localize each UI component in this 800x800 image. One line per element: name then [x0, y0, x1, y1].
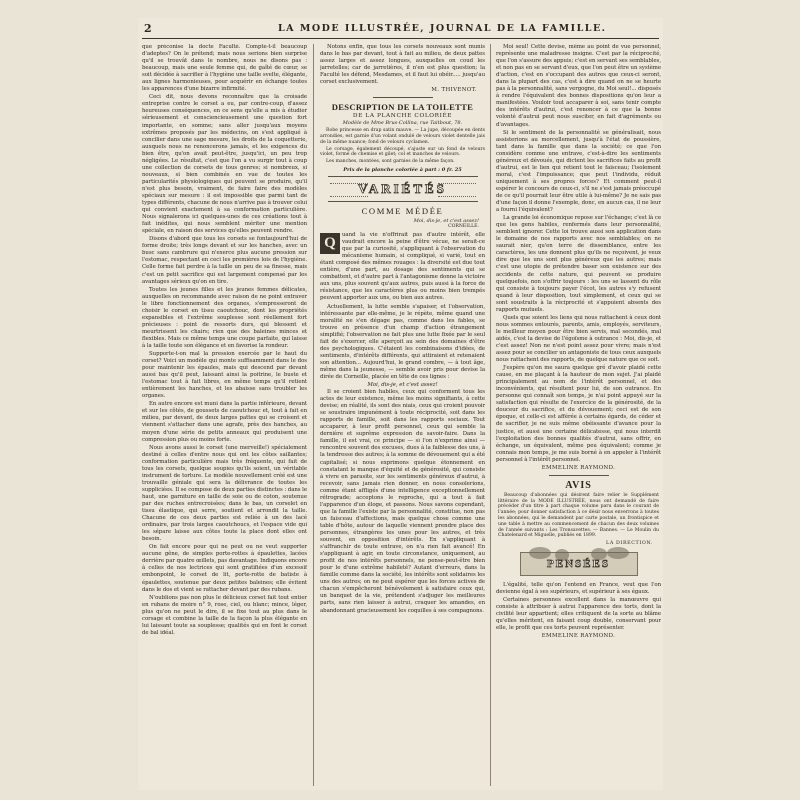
story-paragraph: Il se croient bien habiles, ceux qui conforment tous les actes de leur existence, même les moins signifiants, à cette devise; en réalité, ils sont des niais, ceux qui croient pouvoir se soustraire impunément à toute réciprocité, soit dans les rapports de famille, soit dans les rapports sociaux. Tout accaparer, à leur profit personnel, ceux qui semble la dernière et suprême expression du savoir-faire. Dans la famille, il est vrai, ce principe — si l'on n'exprime ainsi — rencontre souvent des excuses, dues à la faiblesse des uns, à la tendresse des autres; à la somme de dévouement qui a été capitalisé; si nous exprimons quelque étonnement en constatant le manque d'équité et de générosité, qui consiste à vivre en parasite, sur les sentiments généreux d'autrui, à recevoir, sans jamais rien donner, en nous consolerions, comme étant affligés d'une intelligence exceptionnellement rétrograde; acceptons le reproche, qui a tout à fait l'apparence d'un éloge, et passons. Nous savons cependant, que la famille l'existe par la personnalité, constitue, non pas un faisceau d'affections, mais quelque chose comme une table d'hôte, autour de laquelle viennent prendre place des personnes, étrangères les unes pour les autres, et très souvent, en opposition d'intérêts. En s'appliquant à s'affranchir de toute entrave, on n'a rien fait avancé! En s'appliquant à agir, en toute circonstance, uniquement, au profit de nos intérêts personnels, ne pense-peut-être bien pour le d'une extrême habileté? Autant d'erreurs, dans la famille comme dans la société, les intérêts sont solidaires les uns des autres; on ne peut espérer que les forces actives de chacun s'empêcheront bénévolement à satisfaire ceux qui, un banquet de la vie, prétendent s'adjuger les meilleures parts, sans rien laisser à autrui, craquer les amandes, en abandonnant gracieusement les coquilles à ses compagnons.	[320, 389, 485, 614]
epigraph-source: CORNEILLE.	[448, 224, 479, 230]
article-paragraph: Disons d'abord que tous les corsets se fontaujourd'hui de forme droite; très longs devant et sur les hanches, avec un busc sans cambrure qui n'exerce plus aucune pression sur l'estomac, respectant en ceci les premières lois de l'hygiène. Celle forme fait perdre à la taille un peu de sa finesse, mais c'est un petit sacrifice qui est largement compensé par les avantages sérieux qu'on en tire.	[142, 236, 307, 285]
pensee-paragraph: Certaines personnes excellent dans la manœuvre qui consiste à attribuer à autrui l'apparence des torts, dont la civilité leur appartient; elles critiquent de la sorte au blâme qu'elles méritent, en faisant coup double, conservant pour elle, le profit que ces torts peuvent représenter.	[496, 597, 661, 632]
right-column	[496, 44, 661, 786]
toilette-model-credit: Modèle de Mme Brus-Collina, rue Taitbout, 78.	[342, 120, 463, 127]
article-paragraph: Supporte-t-on mal la pression exercée par le haut du corset? Voici un modèle qui monte suffisamment dans le dos pour maintenir les épaules, mais qui descend par devant aussi bas qu'il peut, laissant ainsi la poitrine, le buste et l'estomac tout à fait libres, en même temps qu'il retient entièrement les hanches, et les abaisse sans troubler les organes.	[142, 351, 307, 400]
story-paragraph: Moi seul! Cette devise, même au point de vue personnel, représente une maladresse insigne. C'est par la réciprocité, que l'on s'assure des appuis; c'est en servant ses semblables, et non pas en se servant d'eux, que l'on peut être un système d'action, c'est en s'occupant des autres que ceux-ci seront, dans la plupart des cas, c'est à dire quand on ne se heurte pas à la personnalité, sans vergogne, du Moi seul!... disposés à rendre l'équivalent des bonnes dispositions qu'on leur a manifestées. Vouloir tout accaparer à soi, sans tenir compte des intérêts d'autrui, c'est renoncer à ce que la bonne volonté d'autrui peut nous susciter, en fait d'agréments ou d'avantages.	[496, 44, 661, 128]
article-paragraph: que préconise la docte Faculté. Compte-t-il beaucoup d'adeptes? On le prétend; mais nous serions bien surprise qu'il se trouvât dans le nombre, nous ne disons pas : beaucoup, mais une seule femme qui, de gaîté de cœur, se soit décidée à sacrifier à l'hygiène une taille svelte, élégante, aux lignes harmonieuses, pour acquérir en échange toutes les apparences d'une bizarre infirmité.	[142, 44, 307, 93]
varietes-banner-text: VARIÉTÉS	[358, 181, 447, 197]
article-paragraph: N'oublions pas non plus le délicieux corset fait tout entier en rubans de moire n° 9, rose, ciel, ou blanc; mince, léger, plus qu'on ne peut le dire, il se fixe tout au plus dans le corsage et combine la taille de la façon la plus élégante en lui laissant toute sa souplesse; qualités qui en font le corset de bal idéal.	[142, 594, 307, 636]
section-divider	[373, 97, 433, 98]
article-paragraph: Ceci dit, nous devons reconnaître que la croisade entreprise contre le corset a eu, par contre-coup, d'assez heureuses conséquences, en ce sens qu'elle a mis à étudier sérieusement et consciencieusement une question fort importante, en somme; sans aller jusqu'aux moyens extrêmes proposés par les médecins, on s'est appliqué à concilier dans une sage mesure, les droits de la coquetterie, auxquels nous ne renoncerons jamais, et les exigences du bien être, qu'on avait peut-être, jusqu'ici, un peu trop négligées. Le résultat, c'est que l'on a vu surgir tout à coup une collection de corsets de tous genres; si nombreux, si nouveaux, si bien combinés en vue de toutes les particularités physiologiques qui peuvent se produire, qu'il n'est plus besoin, vraiment, de faire faire des modèles spéciaux sur mesure : il est impossible que parmi tant de types différents, chacune de nous n'arrive pas à trouver celui qui convient exactement à sa conformation particulière. Nous signalerons ici quelques-unes de ces créations tout à fait inédites, qui nous semblent mériter une mention spéciale, en raison des services qu'elles peuvent rendre.	[142, 94, 307, 235]
article-paragraph: Toutes les jeunes filles et les jeunes femmes délicates, auxquelles on recommande avec raison de ne point entraver le libre fonctionnement des organes, s'empresseront de choisir le corset en tissu caoutchouc, dont les propriétés expansibles et l'extrême souplesse sont réellement fort précieuses : point de ressorts durs, qui blessent et meurtrissent les chairs; rien que des baleines minces et flexibles. Mais ce même temps une coupe parfaite, qui laisse à la taille toute son élégance et en favorise la rondeur.	[142, 286, 307, 349]
pensees-banner	[520, 552, 638, 576]
story-paragraph: Quels que soient les liens qui nous rattachent à ceux dont nous sommes entourés, parents, amis, employés, serviteurs, le meilleur moyen pour être bien servis, mal secondés, mal aidés, c'est la devise de l'égoïsme à outrance : Moi, dis-je, et c'est assez! Non ne n'est point assez pour vivre; mais n'est assez pour se concilier un antagoniste de tous ceux auxquels nous rattachent des rapports, de quelque nature que ce soit.	[496, 314, 661, 364]
article-paragraph: Notons enfin, que tous les corsets nouveaux sont munis dans le bas par devant, tout à fait au milieu, de deux pattes assez larges et assez longues, auxquelles on coud les jarretelles; car de jarretières, il n'en est plus question; la Faculté les défend, Mesdames, et il faut lui obéir..... jusqu'au corset exclusivement.	[320, 44, 485, 86]
middle-column	[320, 44, 485, 786]
epigraph: Moi, dis-je, et c'est assez!	[413, 218, 479, 225]
toilette-description	[320, 102, 485, 173]
column-rule	[490, 44, 491, 786]
story-signature: EMMELINE RAYMOND.	[541, 464, 616, 471]
article-paragraph: On fait encore pour qui ne peut ou ne veut supporter aucune gêne, de simples porte-rottes à épaulettes, lacées derrière par quatre œillets, pas davantage. Indiquons encore à celles de nos lectrices qui sont gratifiées d'un excessif embonpoint, le corset de lit, porte-rotte de batiste à épaulettes, soutenue par deux petites baleines; elle évitent dans le dos et vient se rattacher devant par des rubans.	[142, 544, 307, 593]
story-title: COMME MÉDÉE	[361, 206, 444, 217]
pensees-signature: EMMELINE RAYMOND.	[541, 633, 616, 640]
column-rule	[313, 44, 314, 786]
article-paragraph: Nous avons aussi le corset (une merveille!) spécialement destiné à celles d'entre nous qui ont les côtes saillantes; conformation particulière mais très fréquente, qui fait de tous les corsets, quelque soupies qu'ils soient, un véritable instrument de torture. Le modèle nouvellement créé est une trouvaille géniale qui sera la délivrance de toutes les suppliciées. Il se compose de deux parties distinctes : dans le haut, une garniture en taille de soie ou de coton, soutenue par des ruches entrecroisées; dans le bas, un corselet en tissu élastique, qui serre, soutient et arrondit la taille. Chacune de ces deux parties est reliée à un des lacé ordinaire, par trois larges caoutchoucs, et l'espace vide qui les sépare laisse aux côtes toute la place dont elles ont besoin.	[142, 444, 307, 543]
left-column	[142, 44, 307, 786]
author-signature: M. THIVENOT.	[431, 87, 477, 94]
journal-title: LA MODE ILLUSTRÉE, JOURNAL DE LA FAMILLE.	[278, 23, 607, 34]
story-paragraph: Si le sentiment de la personnalité se généralisait, nous assisterions au morcellement, jusqu'à l'état de poussière, tant dans la famille que dans la société; ce que l'on considère comme une entrave, c'est-à-dire les sentiments généreux et dévoués, qui dictent les sacrifices faits au profit d'autrui, est le lien qui retient tout le faisceau; l'isolement moral, c'est l'impuissance; que peut l'individu, réduit uniquement à ses propres forces? Et comment peut-il espérer le concours de ceux-ci, s'il ne s'est jamais préoccupé de ce qu'il pourrait leur être utile à lui-même? Je ne sais pas d'une façon il donne l'exemple, donc, en aucun cas, il ne leur a fourni l'équivalent?	[496, 129, 661, 214]
toilette-subheading: DE LA PLANCHE COLORIÉE	[352, 113, 453, 120]
avis-signature: LA DIRECTION.	[606, 541, 653, 547]
page-number: 2	[144, 22, 152, 35]
toilette-paragraph: Les manches, montées, sont garnies de la même façon.	[326, 159, 455, 165]
avis-title: AVIS	[565, 479, 592, 491]
story-paragraph: J'espère qu'on me saura quelque gré d'avoir plaidé cette cause, en me plaçant à la hauteur de mon sujet. J'ai plaidé principalement au nom de l'intérêt personnel, et des inconvénients, qui résultent pour lui, de son outrance. En personne qui connaît son temps, je n'ai point appuyé sur la satisfaction qui résulte de l'exercice de la générosité, de la douceur du sacrifice, et du dévouement; ceci est de son époque, et celle-ci est afférée à certains égards, de céder et de sacrifier, je ne suis même obéissante d'avance pour la justice, et aussi une certaine délicatesse, qui nous interdit l'exploitation des bonnes qualités d'autrui, sans offrir, en échange, un équivalent, même peu équivalent; comme je connais mon temps, je me suis borné à en appeler à l'intérêt personnel à l'intérêt personnel.	[496, 365, 661, 463]
story-paragraph: Actuellement, la lutte semble s'apaiser, et l'observation, intéressante par elle-même, je le répète, même quand une moralité ne s'en dégage pas, comme dans les fables, se trouve en présence d'un champ d'action étrangement simplifié; l'observation ne fait plus une lutte fixée par le seul fait de s'exercer, elle aperçoit au sein des domaines d'être des psychologiques. C'étaient les combinaisons d'idées, de sentiments, d'intérêts différents, qui attiraient et retenaient son attention... Aujourd'hui, le grand combre, — à tout âge, même dans la jeunesse, — semble avoir pris pour devise la dirée de Corneille, placée en tête de ces lignes :	[320, 303, 485, 380]
price-note: Prix de la planche coloriée à part : 0 fr. 25	[343, 167, 462, 174]
section-divider	[549, 475, 609, 476]
running-head	[138, 22, 663, 38]
pensee-paragraph: L'égalité, telle qu'on l'entend en France, veut que l'on devienne égal à ses supérieurs, et supérieur à ses égaux.	[496, 582, 661, 596]
story-paragraph: La grande loi économique repose sur l'échange; c'est là ce que les gens habiles, renfermés dans leur personnalité, semblent ignorer. Cette loi trouve aussi son application dans le domaine de nos rapports avec nos semblables; on ne saurait nier, qu'en terre de dissemblance, entre les caractères, les uns donnent plus qu'ils ne reçoivent, je veux dire que les uns sont plus généreux que les autres; mais c'est une utopie de prétendre baser son existence sur des accidents de cette nature, qui peuvent se produire quelquefois, non s'offrir toujours : les uns se lassent du rôle qui consiste à toujours payer l'écot, les autres s'y refusent quand à leur disposition, tout simplement, et ceux qui se sont soustraits à la réciprocité et s'appuient absents des rapports mutuels.	[496, 215, 661, 313]
avis-notice	[498, 480, 659, 546]
toilette-paragraph: Robe princesse en drap satin mauve. — La jupe, découpée en dents arrondies, est garnie d'un volant ondulé de velours violet dentelle jais de la même nuance; fond de velours cyclamen.	[320, 128, 485, 145]
quoted-verse: Moi, dis-je, et c'est assez!	[367, 382, 438, 389]
toilette-heading: DESCRIPTION DE LA TOILETTE	[331, 102, 474, 113]
pensees-banner-text: PENSÉES	[547, 558, 610, 571]
article-paragraph: En autre encore est muni dans la partie inférieure, devant et sur les côtés, de goussets de caoutchouc et, tout à fait en milieu, par devant, de deux larges pattes qui se croisent et viennent s'attacher dans une agrafe, près des hanches, au moyen d'une série de petits anneaux qui produisent une compression plus ou moins forte.	[142, 401, 307, 443]
newspaper-page	[138, 18, 663, 790]
story-paragraph: uand la vie n'offrirait pas d'autre intérêt, elle vaudrait encore la peine d'être vécue, ne serait-ce que par la curiosité, s'appliquant à l'observation du mécanisme humain, si compliqué, si varié, tout en étant composé des mêmes rouages : la diversité est due tout entière, d'une part, au dosage des sentiments qui se combattent, et d'autre part à l'antagonisme donne la victoire aux uns, plus souvent qu'aux autres, puis aussi à la force de résistance, que les caractères plus ou moins bien trempés peuvent apporter aux uns, ou bien aux autres.	[320, 232, 485, 302]
toilette-paragraph: Le corsage, également découpé, s'ajuste sur un fond de velours violet, formé de chemise et gilet; col et manches de velours.	[320, 146, 485, 158]
avis-text: Beaucoup d'abonnées qui désirent faire relier le Supplément littéraire de la MODE ILLUSTRÉE, nous ont demandé de faire précéder d'un titre à part chaque volume paru dans le courant de l'année; pour donner satisfaction à ce désir nous enverrons à toutes les abonnées, qui le demandent par carte postale, un frontispice et une table à mettre au commencement de chacun des deux volumes de l'année suivants : Les Tronsavettes. — Bannes. — Le Moulin du Chatelenard et Miguelle, publiés en 1899.	[498, 492, 659, 539]
varietes-banner	[328, 176, 478, 202]
story-body	[320, 232, 485, 614]
header-rule	[142, 38, 659, 39]
drop-cap: Q	[320, 233, 340, 254]
